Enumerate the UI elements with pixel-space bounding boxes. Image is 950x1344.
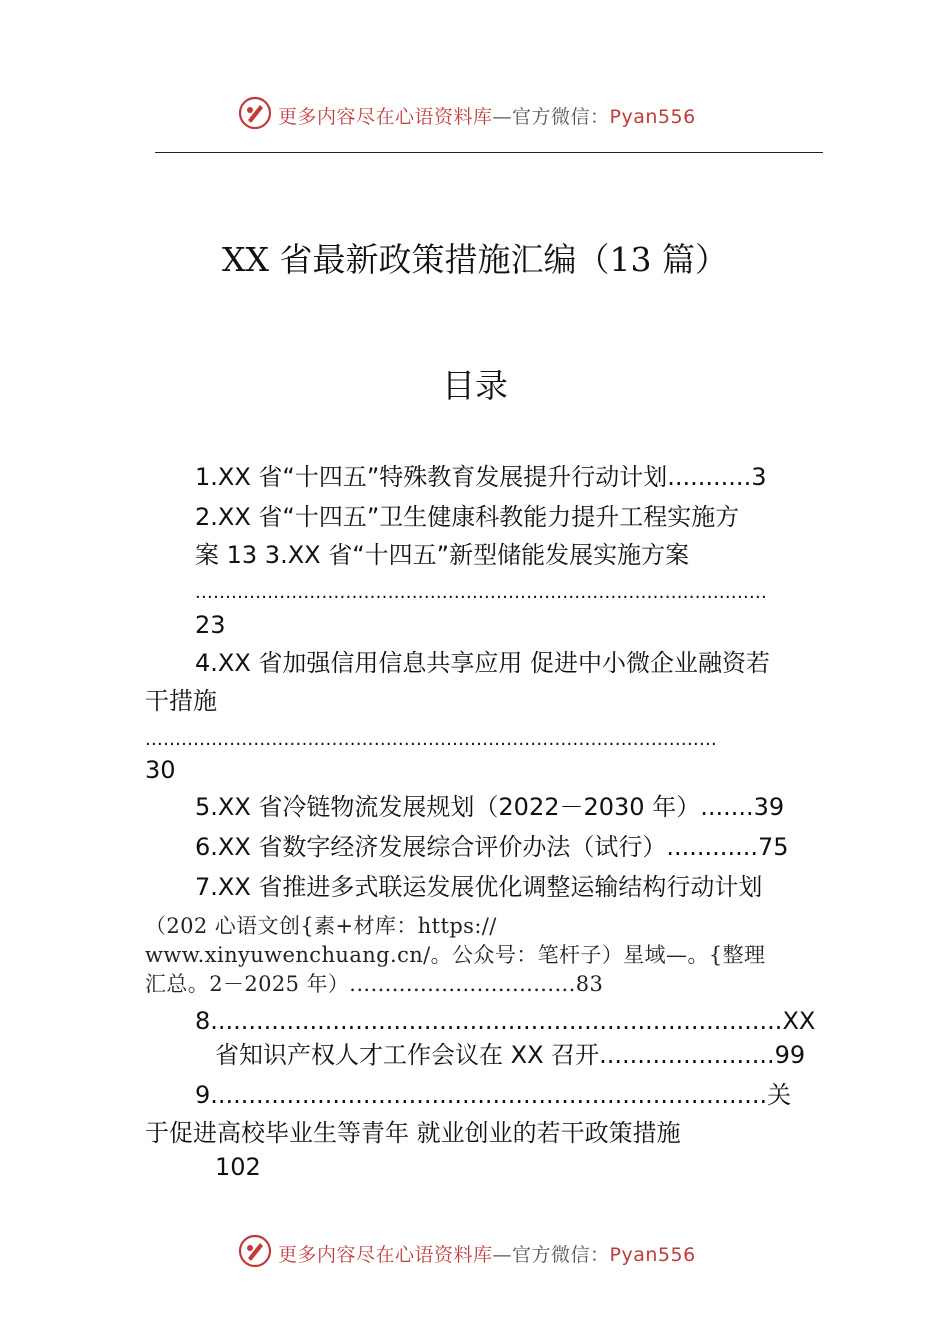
page-footer (0, 1234, 950, 1274)
brand-logo-icon (238, 1234, 272, 1268)
toc-line: （202 心语文创{素+材库：https:// (145, 914, 497, 938)
toc-line: www.xinyuwenchuang.cn/。公众号：笔杆子）星域—。{整理 (145, 943, 766, 967)
toc-line: 案 13 3.XX 省“十四五”新型储能发展实施方案 (195, 541, 690, 569)
toc-line: 8...........................................................................XX (195, 1007, 816, 1035)
toc-line: 6.XX 省数字经济发展综合评价办法（试行）............75 (195, 833, 789, 861)
toc-line: 7.XX 省推进多式联运发展优化调整运输结构行动计划 (195, 873, 763, 901)
toc-heading: 目录 (442, 366, 508, 405)
header-brand-text: 更多内容尽在心语资料库—官方微信：Pyan556 (278, 106, 696, 128)
toc-line: 1.XX 省“十四五”特殊教育发展提升行动计划...........3 (195, 463, 767, 491)
toc-line: 汇总。2－2025 年）................................83 (145, 972, 604, 996)
toc-line: 2.XX 省“十四五”卫生健康科教能力提升工程实施方 (195, 503, 740, 531)
header-wechat-id: Pyan556 (609, 106, 696, 128)
footer-wechat-id: Pyan556 (609, 1244, 696, 1266)
toc-line: 9.........................................................................关 (195, 1081, 792, 1109)
toc-line: 干措施 (145, 687, 217, 715)
document-title: XX 省最新政策措施汇编（13 篇） (222, 240, 728, 279)
toc-page-number: 23 (195, 611, 226, 639)
footer-brand-text: 更多内容尽在心语资料库—官方微信：Pyan556 (278, 1244, 696, 1266)
brand-logo-icon (238, 96, 272, 130)
toc-line: 于促进高校毕业生等青年 就业创业的若干政策措施 (145, 1119, 681, 1147)
toc-page-number: 102 (215, 1153, 261, 1181)
page-header (0, 96, 950, 136)
toc-leader-dots: ............................................................................................... (145, 730, 718, 750)
toc-line: 4.XX 省加强信用信息共享应用 促进中小微企业融资若 (195, 649, 771, 677)
header-divider (155, 152, 823, 153)
toc-leader-dots: ............................................................................................... (195, 583, 768, 603)
toc-line: 省知识产权人才工作会议在 XX 召开.......................99 (215, 1041, 806, 1069)
toc-line: 5.XX 省冷链物流发展规划（2022－2030 年）.......39 (195, 793, 785, 821)
toc-page-number: 30 (145, 756, 176, 784)
